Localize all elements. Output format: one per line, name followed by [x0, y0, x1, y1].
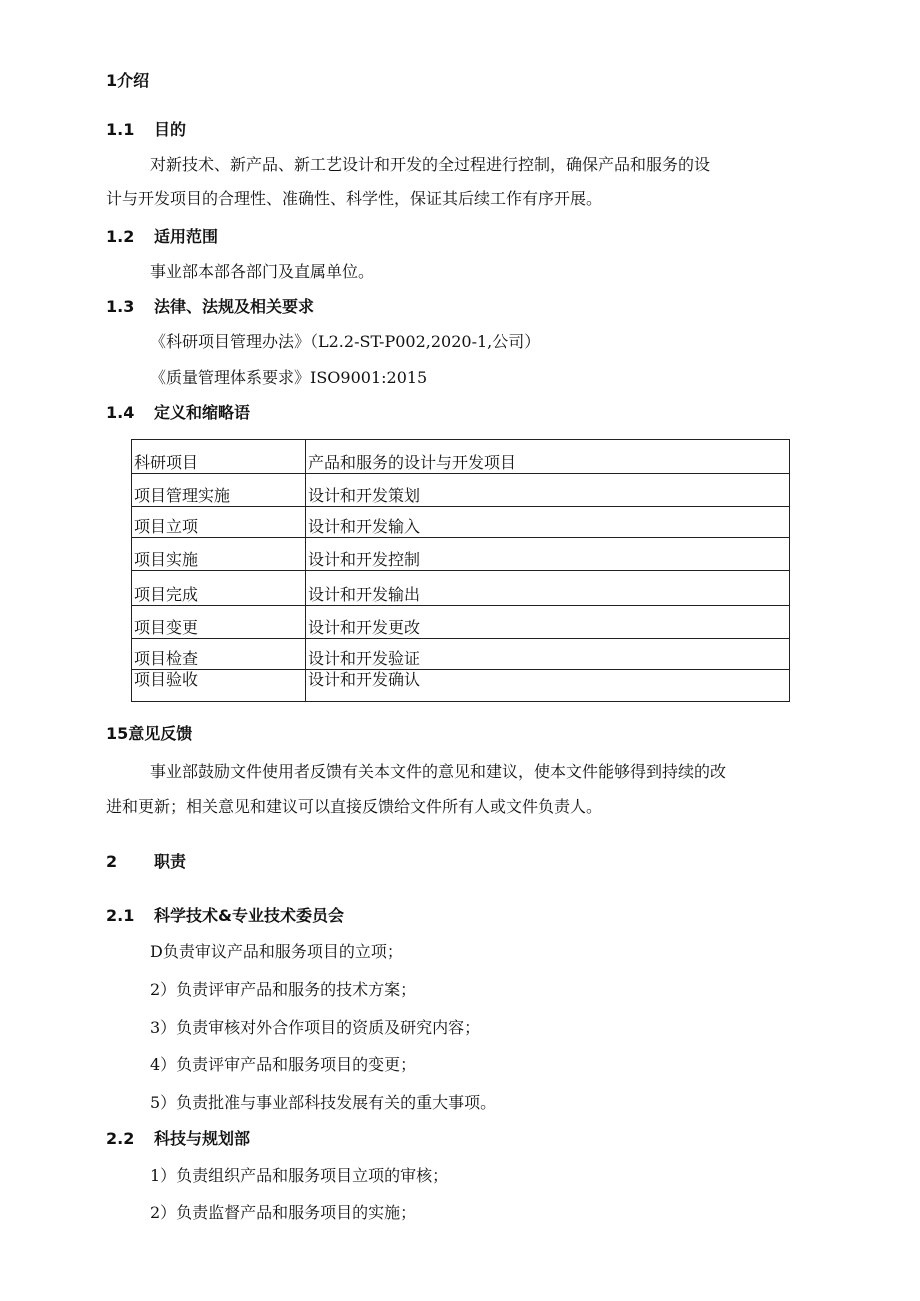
meaning-cell: 设计和开发确认 [306, 670, 790, 702]
table-row [132, 606, 790, 639]
heading-title: 法律、法规及相关要求 [154, 297, 315, 316]
heading-2-1 [106, 906, 344, 926]
meaning-cell: 设计和开发输入 [306, 507, 790, 538]
heading-title: 意见反馈 [128, 724, 193, 743]
list-item: 3）负责审核对外合作项目的资质及研究内容； [150, 1018, 481, 1037]
heading-title: 定义和缩略语 [154, 403, 251, 422]
heading-number: 2.2 [106, 1129, 135, 1148]
heading-number: 2 [106, 852, 118, 871]
meaning-cell: 设计和开发验证 [306, 639, 790, 670]
table-row [132, 440, 790, 474]
heading-number: 1.1 [106, 120, 135, 139]
list-item: 5）负责批准与事业部科技发展有关的重大事项。 [150, 1093, 497, 1112]
meaning-cell: 设计和开发策划 [306, 474, 790, 507]
heading-title: 科技与规划部 [154, 1129, 251, 1148]
meaning-cell: 产品和服务的设计与开发项目 [306, 440, 790, 474]
list-item: 2）负责评审产品和服务的技术方案； [150, 980, 417, 999]
paragraph-line: 对新技术、新产品、新工艺设计和开发的全过程进行控制，确保产品和服务的设 [150, 155, 711, 174]
meaning-cell: 设计和开发输出 [306, 571, 790, 606]
heading-number: 1.3 [106, 297, 135, 316]
term-cell: 科研项目 [132, 440, 306, 474]
heading-title: 科学技术&专业技术委员会 [154, 906, 344, 925]
paragraph-line: 事业部鼓励文件使用者反馈有关本文件的意见和建议，使本文件能够得到持续的改 [150, 762, 727, 781]
heading-title: 适用范围 [154, 227, 219, 246]
term-cell: 项目验收 [132, 670, 306, 702]
table-row [132, 571, 790, 606]
heading-2-2 [106, 1129, 250, 1149]
list-item: D负责审议产品和服务项目的立项； [150, 942, 403, 961]
term-cell: 项目立项 [132, 507, 306, 538]
list-item: 1）负责组织产品和服务项目立项的审核； [150, 1166, 449, 1185]
term-cell: 项目实施 [132, 538, 306, 571]
table-row [132, 474, 790, 507]
heading-1-4 [106, 403, 250, 423]
paragraph-line: 计与开发项目的合理性、准确性、科学性，保证其后续工作有序开展。 [106, 189, 603, 208]
heading-title: 介绍 [117, 71, 150, 90]
reference-item: 《科研项目管理办法》（L2.2-ST-P002,2020-1,公司） [150, 332, 541, 351]
heading-title: 目的 [154, 120, 187, 139]
heading-number: 1.4 [106, 403, 135, 422]
paragraph-line: 事业部本部各部门及直属单位。 [150, 262, 375, 281]
table-row [132, 639, 790, 670]
reference-item: 《质量管理体系要求》ISO9001:2015 [150, 368, 428, 387]
heading-1-5 [106, 724, 192, 744]
heading-title: 职责 [154, 852, 187, 871]
table-row [132, 670, 790, 702]
heading-number: 1.2 [106, 227, 135, 246]
term-cell: 项目变更 [132, 606, 306, 639]
table-row [132, 507, 790, 538]
meaning-cell: 设计和开发控制 [306, 538, 790, 571]
list-item: 4）负责评审产品和服务项目的变更； [150, 1055, 417, 1074]
term-cell: 项目检查 [132, 639, 306, 670]
table-row [132, 538, 790, 571]
heading-1-2 [106, 227, 218, 247]
list-item: 2）负责监督产品和服务项目的实施； [150, 1203, 417, 1222]
heading-1-3 [106, 297, 314, 317]
heading-2 [106, 852, 186, 872]
meaning-cell: 设计和开发更改 [306, 606, 790, 639]
term-cell: 项目完成 [132, 571, 306, 606]
heading-1 [106, 71, 149, 91]
heading-number: 1 [106, 71, 118, 90]
heading-1-1 [106, 120, 186, 140]
term-cell: 项目管理实施 [132, 474, 306, 507]
heading-number: 2.1 [106, 906, 135, 925]
definitions-table [131, 439, 790, 702]
paragraph-line: 进和更新；相关意见和建议可以直接反馈给文件所有人或文件负责人。 [106, 797, 603, 816]
heading-number: 15 [106, 724, 129, 743]
